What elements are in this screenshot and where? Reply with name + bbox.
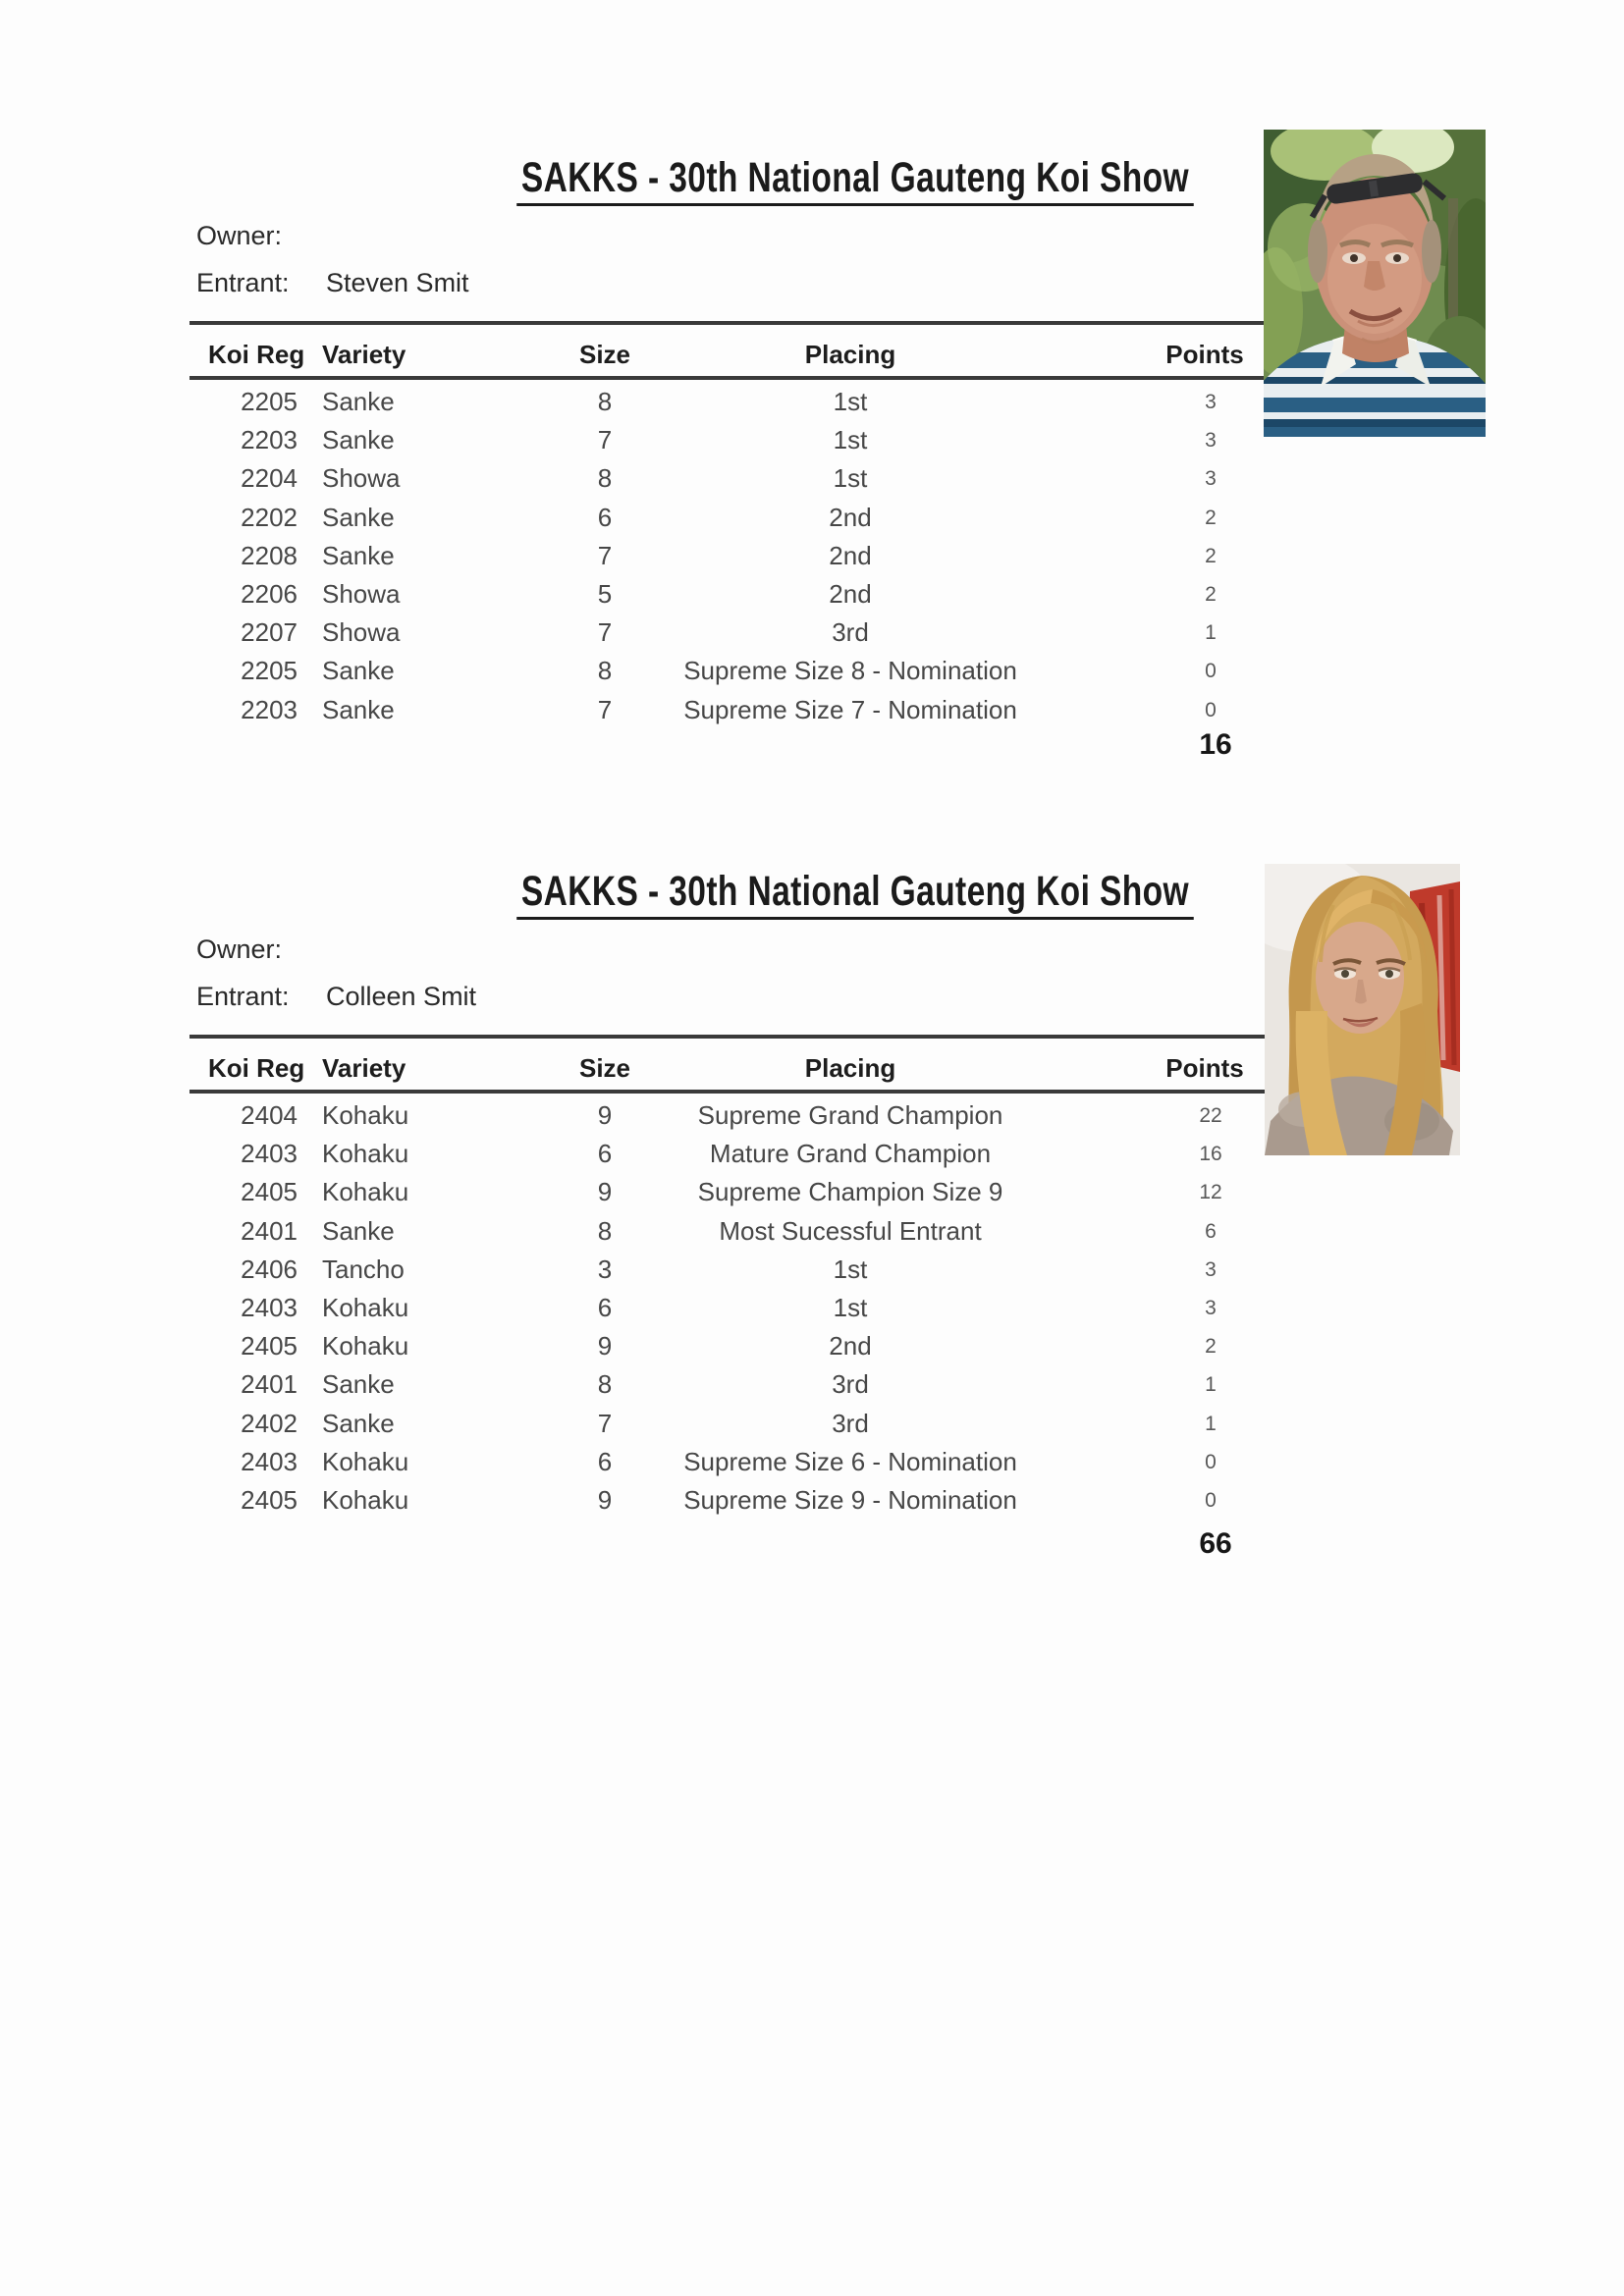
total-points: 16 xyxy=(1199,728,1232,761)
column-header-size: Size xyxy=(578,1053,631,1083)
cell-placing: Mature Grand Champion xyxy=(709,1139,992,1169)
column-header-variety: Variety xyxy=(322,340,406,369)
show-title-text: SAKKS - 30th National Gauteng Koi Show xyxy=(516,155,1193,206)
cell-koi-reg: 2401 xyxy=(241,1215,298,1246)
table-top-rule xyxy=(189,321,1267,325)
cell-points: 6 xyxy=(1205,1219,1217,1243)
cell-koi-reg: 2203 xyxy=(241,425,298,455)
owner-label: Owner: xyxy=(196,934,283,964)
table-row xyxy=(189,1327,1267,1365)
cell-koi-reg: 2404 xyxy=(241,1100,298,1130)
cell-koi-reg: 2208 xyxy=(241,540,298,570)
cell-koi-reg: 2405 xyxy=(241,1484,298,1515)
table-row xyxy=(189,1481,1267,1520)
cell-placing: Supreme Size 7 - Nomination xyxy=(683,694,1017,724)
column-header-points: Points xyxy=(1165,340,1244,369)
cell-size: 8 xyxy=(597,463,613,494)
table-row xyxy=(189,537,1267,575)
cell-variety: Sanke xyxy=(322,1369,395,1400)
cell-size: 7 xyxy=(597,617,613,648)
cell-points: 3 xyxy=(1205,391,1217,413)
cell-placing: 1st xyxy=(833,1254,868,1284)
cell-variety: Sanke xyxy=(322,540,395,570)
results-table-body xyxy=(189,1096,1267,1520)
table-header-rule xyxy=(189,1090,1267,1094)
cell-points: 0 xyxy=(1205,698,1217,721)
table-row xyxy=(189,1096,1267,1135)
table-header-row xyxy=(189,338,1267,371)
cell-placing: Supreme Grand Champion xyxy=(697,1100,1003,1130)
cell-variety: Showa xyxy=(322,578,401,609)
cell-koi-reg: 2206 xyxy=(241,578,298,609)
cell-size: 8 xyxy=(597,1215,613,1246)
cell-points: 2 xyxy=(1205,582,1217,606)
table-row xyxy=(189,691,1267,729)
cell-points: 2 xyxy=(1205,506,1217,529)
entrant-value: Colleen Smit xyxy=(326,982,477,1011)
cell-koi-reg: 2204 xyxy=(241,463,298,494)
entrant-label: Entrant: xyxy=(196,268,290,297)
cell-size: 8 xyxy=(597,656,613,686)
cell-points: 1 xyxy=(1205,621,1217,645)
cell-variety: Kohaku xyxy=(322,1484,409,1515)
cell-points: 1 xyxy=(1205,1373,1217,1397)
cell-variety: Showa xyxy=(322,463,401,494)
entrant-photo-male xyxy=(1264,130,1486,437)
cell-koi-reg: 2405 xyxy=(241,1331,298,1362)
table-row xyxy=(189,1289,1267,1327)
show-title-text: SAKKS - 30th National Gauteng Koi Show xyxy=(516,869,1193,920)
cell-points: 0 xyxy=(1205,660,1217,683)
cell-variety: Sanke xyxy=(322,425,395,455)
column-header-koi-reg: Koi Reg xyxy=(208,340,305,369)
cell-points: 3 xyxy=(1205,467,1217,491)
column-header-koi-reg: Koi Reg xyxy=(208,1053,305,1083)
results-table-body xyxy=(189,383,1267,729)
cell-placing: 3rd xyxy=(832,617,869,648)
cell-variety: Tancho xyxy=(322,1254,405,1284)
cell-placing: Supreme Size 6 - Nomination xyxy=(683,1446,1017,1476)
cell-placing: 3rd xyxy=(832,1369,869,1400)
table-header-rule xyxy=(189,376,1267,380)
column-header-placing: Placing xyxy=(804,1053,896,1083)
show-title xyxy=(421,154,1189,206)
table-row xyxy=(189,1173,1267,1211)
cell-placing: 2nd xyxy=(829,540,872,570)
cell-size: 8 xyxy=(597,1369,613,1400)
owner-label: Owner: xyxy=(196,221,283,250)
cell-koi-reg: 2406 xyxy=(241,1254,298,1284)
table-row xyxy=(189,1212,1267,1251)
column-header-size: Size xyxy=(578,340,631,369)
cell-size: 5 xyxy=(597,578,613,609)
cell-size: 8 xyxy=(597,387,613,416)
cell-variety: Kohaku xyxy=(322,1100,409,1130)
cell-koi-reg: 2403 xyxy=(241,1446,298,1476)
cell-size: 7 xyxy=(597,425,613,455)
cell-koi-reg: 2205 xyxy=(241,656,298,686)
table-row xyxy=(189,421,1267,459)
cell-placing: 2nd xyxy=(829,578,872,609)
cell-points: 1 xyxy=(1205,1412,1217,1435)
cell-size: 9 xyxy=(597,1484,613,1515)
cell-placing: 1st xyxy=(833,1292,868,1322)
cell-placing: Supreme Champion Size 9 xyxy=(697,1177,1003,1207)
cell-koi-reg: 2207 xyxy=(241,617,298,648)
cell-placing: Supreme Size 9 - Nomination xyxy=(683,1484,1017,1515)
cell-variety: Kohaku xyxy=(322,1446,409,1476)
cell-placing: 1st xyxy=(833,463,868,494)
entrant-label: Entrant: xyxy=(196,982,290,1011)
cell-size: 9 xyxy=(597,1100,613,1130)
total-points: 66 xyxy=(1199,1527,1232,1560)
cell-placing: 2nd xyxy=(829,1331,872,1362)
column-header-variety: Variety xyxy=(322,1053,406,1083)
cell-placing: 1st xyxy=(833,425,868,455)
cell-size: 9 xyxy=(597,1177,613,1207)
cell-size: 6 xyxy=(597,502,613,532)
cell-size: 7 xyxy=(597,694,613,724)
cell-variety: Kohaku xyxy=(322,1177,409,1207)
cell-points: 22 xyxy=(1199,1104,1222,1127)
cell-variety: Sanke xyxy=(322,387,395,416)
table-row xyxy=(189,575,1267,614)
cell-placing: 1st xyxy=(833,387,868,416)
table-row xyxy=(189,1135,1267,1173)
table-row xyxy=(189,614,1267,652)
cell-placing: 3rd xyxy=(832,1408,869,1438)
table-row xyxy=(189,383,1267,421)
cell-koi-reg: 2402 xyxy=(241,1408,298,1438)
cell-points: 3 xyxy=(1205,1296,1217,1319)
column-header-points: Points xyxy=(1165,1053,1244,1083)
cell-size: 6 xyxy=(597,1139,613,1169)
table-row xyxy=(189,1405,1267,1443)
cell-koi-reg: 2205 xyxy=(241,387,298,416)
table-row xyxy=(189,499,1267,537)
cell-points: 3 xyxy=(1205,1257,1217,1281)
cell-placing: 2nd xyxy=(829,502,872,532)
cell-variety: Sanke xyxy=(322,656,395,686)
entrant-value: Steven Smit xyxy=(326,268,469,297)
cell-size: 6 xyxy=(597,1446,613,1476)
cell-variety: Sanke xyxy=(322,1215,395,1246)
cell-koi-reg: 2403 xyxy=(241,1292,298,1322)
table-row xyxy=(189,459,1267,498)
cell-variety: Kohaku xyxy=(322,1292,409,1322)
cell-variety: Sanke xyxy=(322,694,395,724)
cell-variety: Sanke xyxy=(322,1408,395,1438)
cell-size: 3 xyxy=(597,1254,613,1284)
cell-points: 3 xyxy=(1205,429,1217,453)
cell-koi-reg: 2403 xyxy=(241,1139,298,1169)
cell-variety: Showa xyxy=(322,617,401,648)
cell-koi-reg: 2203 xyxy=(241,694,298,724)
cell-variety: Kohaku xyxy=(322,1331,409,1362)
table-top-rule xyxy=(189,1035,1267,1039)
cell-size: 7 xyxy=(597,540,613,570)
table-row xyxy=(189,1365,1267,1404)
cell-points: 2 xyxy=(1205,544,1217,567)
show-title xyxy=(421,868,1189,920)
cell-variety: Sanke xyxy=(322,502,395,532)
cell-points: 16 xyxy=(1199,1143,1222,1166)
table-row xyxy=(189,1443,1267,1481)
column-header-placing: Placing xyxy=(804,340,896,369)
table-header-row xyxy=(189,1051,1267,1085)
cell-size: 6 xyxy=(597,1292,613,1322)
cell-points: 2 xyxy=(1205,1335,1217,1359)
cell-points: 12 xyxy=(1199,1181,1222,1204)
cell-points: 0 xyxy=(1205,1488,1217,1512)
table-row xyxy=(189,1251,1267,1289)
cell-variety: Kohaku xyxy=(322,1139,409,1169)
entrant-photo-female xyxy=(1265,864,1460,1155)
cell-koi-reg: 2405 xyxy=(241,1177,298,1207)
cell-size: 9 xyxy=(597,1331,613,1362)
cell-koi-reg: 2401 xyxy=(241,1369,298,1400)
cell-size: 7 xyxy=(597,1408,613,1438)
cell-koi-reg: 2202 xyxy=(241,502,298,532)
table-row xyxy=(189,652,1267,690)
cell-points: 0 xyxy=(1205,1450,1217,1473)
cell-placing: Supreme Size 8 - Nomination xyxy=(683,656,1017,686)
cell-placing: Most Sucessful Entrant xyxy=(719,1215,982,1246)
